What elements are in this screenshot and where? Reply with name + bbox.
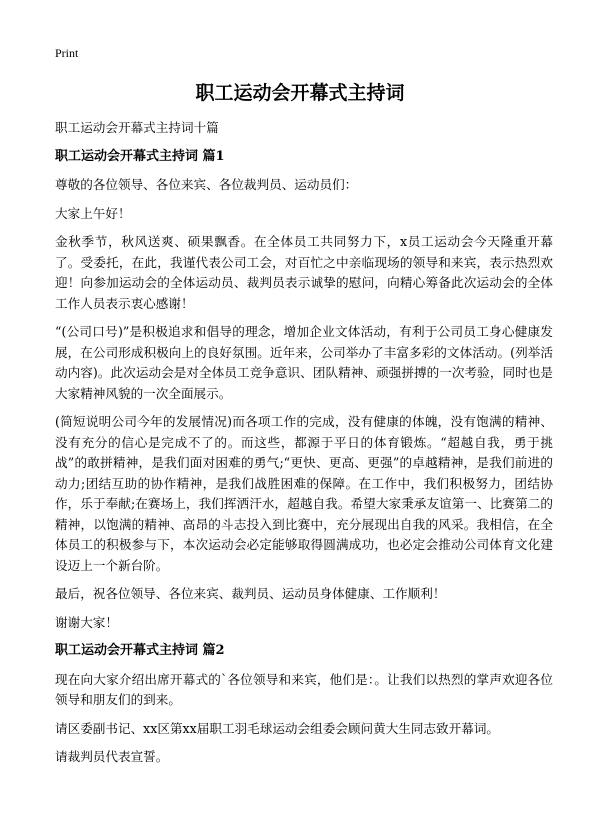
paragraph: 金秋季节，秋风送爽、硕果飘香。在全体员工共同努力下，x员工运动会今天隆重开幕了。受委托，在此，我谨代表公司工会，对百忙之中亲临现场的领导和来宾，表示热烈欢迎！向参加运动会的全体运动员、裁判员表示诚挚的慰问，向精心筹备此次运动会的全体工作人员表示衷心感谢！: [55, 234, 553, 311]
paragraph: 大家上午好！: [55, 205, 131, 221]
paragraph: 尊敬的各位领导、各位来宾、各位裁判员、运动员们：: [55, 177, 358, 192]
paragraph: 谢谢大家！: [55, 614, 118, 630]
paragraph: 请区委副书记、xx区第xx届职工羽毛球运动会组委会顾问黄大生同志致开幕词。: [55, 720, 500, 736]
paragraph: 现在向大家介绍出席开幕式的`各位领导和来宾，他们是：。让我们以热烈的掌声欢迎各位领导和朋友们的到来。: [55, 671, 553, 707]
section-heading-2: 职工运动会开幕式主持词 篇2: [55, 643, 225, 658]
page-title: 职工运动会开幕式主持词: [195, 82, 405, 104]
paragraph: (简短说明公司今年的发展情况)而各项工作的完成，没有健康的体魄，没有饱满的精神、没有充分的信心是完成不了的。而这些，都源于平日的体育锻炼。“超越自我，勇于挑战”的敢拼精神，是我们面对困难的勇气;“更快、更高、更强”的卓越精神，是我们前进的动力;团结互助的协作精神，是我们战胜困难的保障。在工作中，我们积极努力，团结协作，乐于奉献;在赛场上，我们挥洒汗水，超越自我。希望大家秉承友谊第一、比赛第二的精神，以饱满的精神、高昂的斗志投入到比赛中，充分展现出自我的风采。我相信，在全体员工的积极参与下，本次运动会必定能够取得圆满成功，也必定会推动公司体育文化建设迈上一个新台阶。: [55, 414, 553, 573]
document-subtitle: 职工运动会开幕式主持词十篇: [55, 120, 219, 135]
section-heading-1: 职工运动会开幕式主持词 篇1: [55, 148, 225, 164]
document-body: [55, 118, 553, 776]
paragraph: 最后，祝各位领导、各位来宾、裁判员、运动员身体健康、工作顺利！: [55, 586, 446, 601]
print-link[interactable]: Print: [55, 46, 79, 60]
paragraph: 请裁判员代表宣誓。: [55, 749, 169, 764]
paragraph: “(公司口号)”是积极追求和倡导的理念，增加企业文体活动，有利于公司员工身心健康发展，在公司形成积极向上的良好氛围。近年来，公司举办了丰富多彩的文体活动。(列举活动内容)。此次运动会是对全体员工竞争意识、团队精神、顽强拼搏的一次考验，同时也是大家精神风貌的一次全面展示。: [55, 324, 553, 401]
